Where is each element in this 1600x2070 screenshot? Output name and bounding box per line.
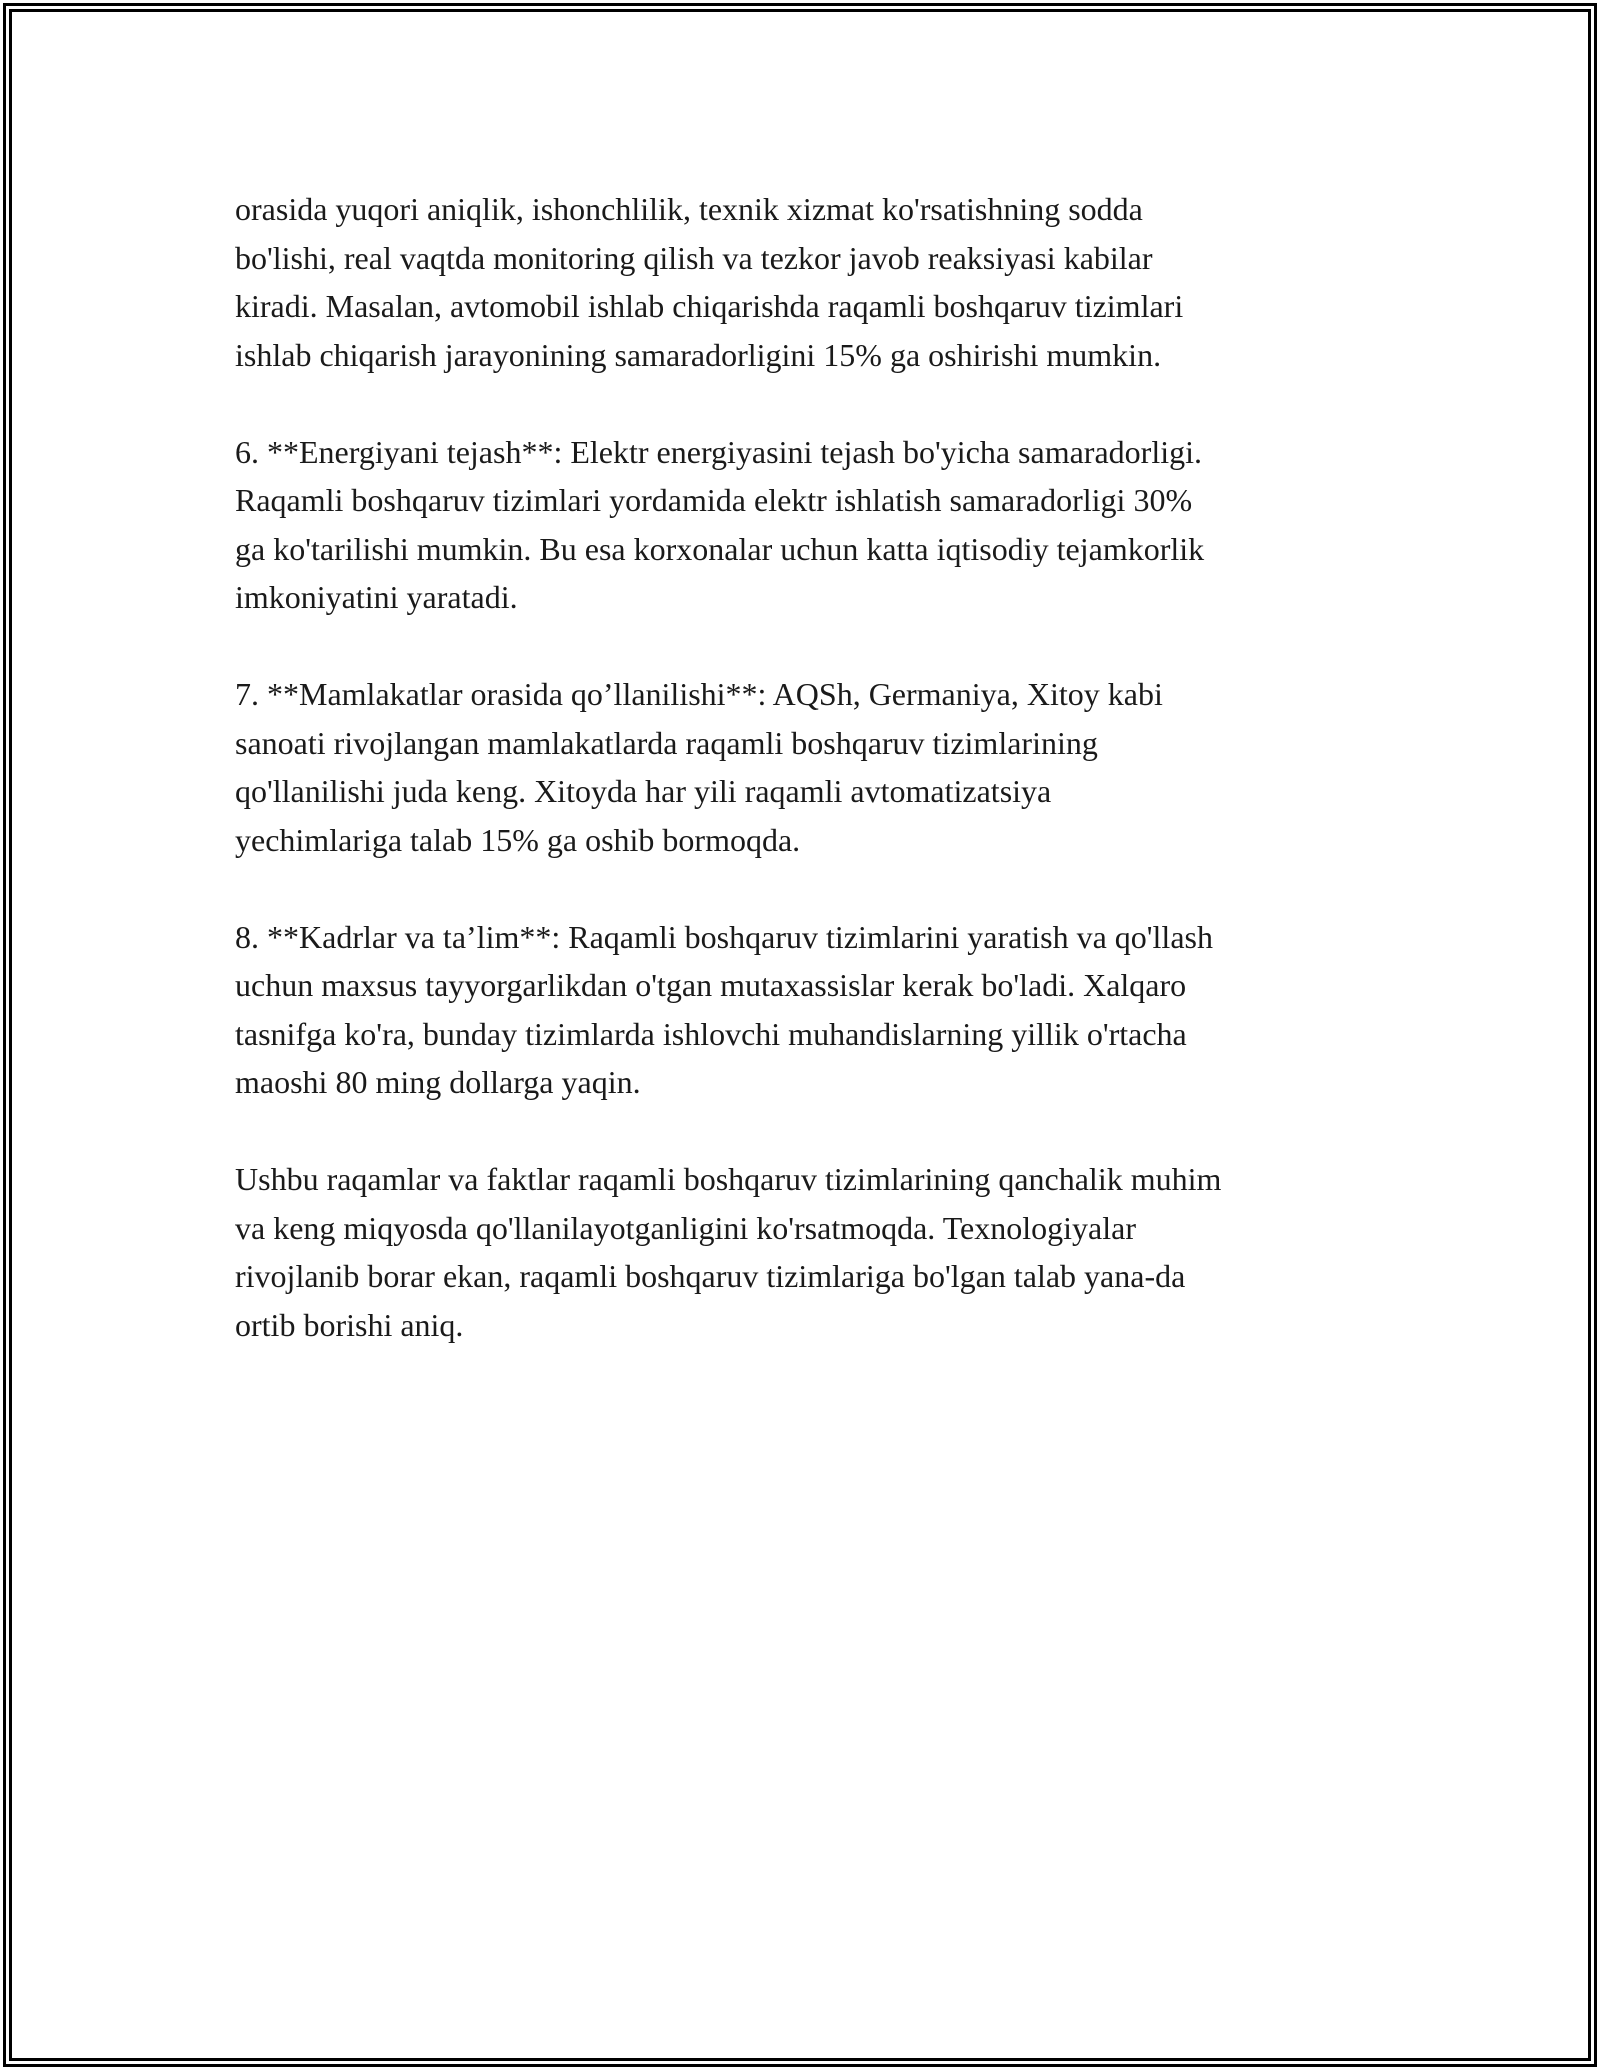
paragraph-energy-saving: 6. **Energiyani tejash**: Elektr energiyasini tejash bo'yicha samaradorligi. Raqamli boshqaruv tizimlari yordamida elektr ishlatish samaradorligi 30% ga ko'tarilishi mumkin. Bu esa korxonalar uchun katta iqtisodiy tejamkorlik imkoniyatini yaratadi. <box>235 433 1205 615</box>
document-body <box>235 185 1395 1398</box>
paragraph-staff-education: 8. **Kadrlar va ta’lim**: Raqamli boshqaruv tizimlarini yaratish va qo'llash uchun maxsus tayyorgarlikdan o'tgan mutaxassislar kerak bo'ladi. Xalqaro tasnifga ko'ra, bunday tizimlarda ishlovchi muhandislarning yillik o'rtacha maoshi 80 ming dollarga yaqin. <box>235 918 1213 1100</box>
paragraph-country-usage: 7. **Mamlakatlar orasida qo’llanilishi**: AQSh, Germaniya, Xitoy kabi sanoati rivojlangan mamlakatlarda raqamli boshqaruv tizimlarining qo'llanilishi juda keng. Xitoyda har yili raqamli avtomatizatsiya yechimlariga talab 15% ga oshib bormoqda. <box>235 676 1163 858</box>
paragraph-conclusion: Ushbu raqamlar va faktlar raqamli boshqaruv tizimlarining qanchalik muhim va keng miqyosda qo'llanilayotganligini ko'rsatmoqda. Texnologiyalar rivojlanib borar ekan, raqamli boshqaruv tizimlariga bo'lgan talab yana-da ortib borishi aniq. <box>235 1161 1222 1343</box>
paragraph-intro-continuation: orasida yuqori aniqlik, ishonchlilik, texnik xizmat ko'rsatishning sodda bo'lishi, real vaqtda monitoring qilish va tezkor javob reaksiyasi kabilar kiradi. Masalan, avtomobil ishlab chiqarishda raqamli boshqaruv tizimlari ishlab chiqarish jarayonining samaradorligini 15% ga oshirishi mumkin. <box>235 191 1184 373</box>
